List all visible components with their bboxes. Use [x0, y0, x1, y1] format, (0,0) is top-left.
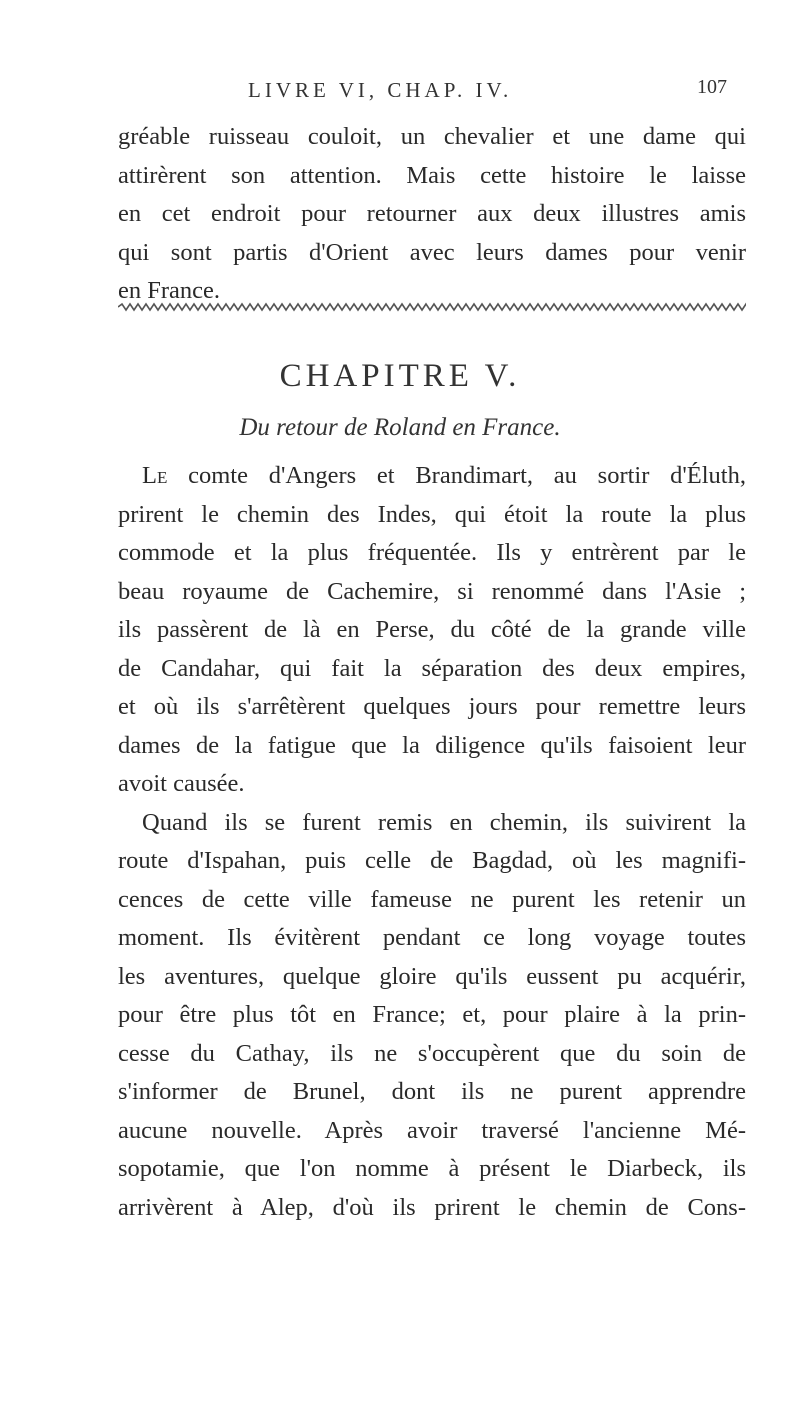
text-line: et où ils s'arrêtèrent quelques jours pour remettre leurs [118, 693, 746, 720]
text-line: les aventures, quelque gloire qu'ils eussent pu acquérir, [118, 962, 746, 990]
text-line: arrivèrent à Alep, d'où ils prirent le chemin de Cons- [118, 1193, 746, 1221]
text-line: aucune nouvelle. Après avoir traversé l'ancienne Mé- [118, 1116, 746, 1144]
text-line: cesse du Cathay, ils ne s'occupèrent que du soin de [118, 1039, 746, 1067]
text-line: sopotamie, que l'on nomme à présent le Diarbeck, ils [118, 1155, 746, 1182]
opening-paragraph [118, 118, 746, 311]
text-line [118, 457, 746, 496]
text-line: moment. Ils évitèrent pendant ce long voyage toutes [118, 924, 746, 951]
text-line: attirèrent son attention. Mais cette histoire le laisse [118, 161, 746, 189]
opening-word: Le [142, 462, 168, 489]
chapter-body [118, 457, 746, 1227]
paragraph [118, 804, 746, 1228]
text-line: route d'Ispahan, puis celle de Bagdad, où les magnifi- [118, 847, 746, 874]
text-line: commode et la plus fréquentée. Ils y entrèrent par le [118, 539, 746, 566]
page-number: 107 [697, 76, 727, 98]
text-line: en cet endroit pour retourner aux deux illustres amis [118, 200, 746, 227]
text-line: dames de la fatigue que la diligence qu'ils faisoient leur [118, 731, 746, 759]
text-line: Quand ils se furent remis en chemin, ils suivirent la [142, 808, 746, 836]
text-line: qui sont partis d'Orient avec leurs dames pour venir [118, 238, 746, 266]
chapter-title: CHAPITRE V. [279, 358, 521, 394]
text-line: en France. [118, 277, 221, 304]
text-fragment: comte d'Angers et Brandimart, au sortir d'Éluth, [167, 462, 746, 489]
text-line: gréable ruisseau couloit, un chevalier et une dame qui [118, 123, 746, 150]
text-line: de Candahar, qui fait la séparation des deux empires, [118, 654, 746, 682]
text-line: s'informer de Brunel, dont ils ne purent apprendre [118, 1078, 746, 1105]
paragraph [118, 457, 746, 804]
ornamental-rule [118, 302, 746, 312]
text-line: pour être plus tôt en France; et, pour plaire à la prin- [118, 1001, 746, 1028]
chapter-subtitle: Du retour de Roland en France. [239, 414, 561, 441]
text-line: cences de cette ville fameuse ne purent les retenir un [118, 885, 746, 913]
text-line: beau royaume de Cachemire, si renommé dans l'Asie ; [118, 577, 746, 605]
text-line: ils passèrent de là en Perse, du côté de la grande ville [118, 616, 746, 643]
text-line: avoit causée. [118, 770, 245, 797]
running-head: LIVRE VI, CHAP. IV. [248, 78, 513, 102]
text-line: prirent le chemin des Indes, qui étoit la route la plus [118, 500, 746, 528]
